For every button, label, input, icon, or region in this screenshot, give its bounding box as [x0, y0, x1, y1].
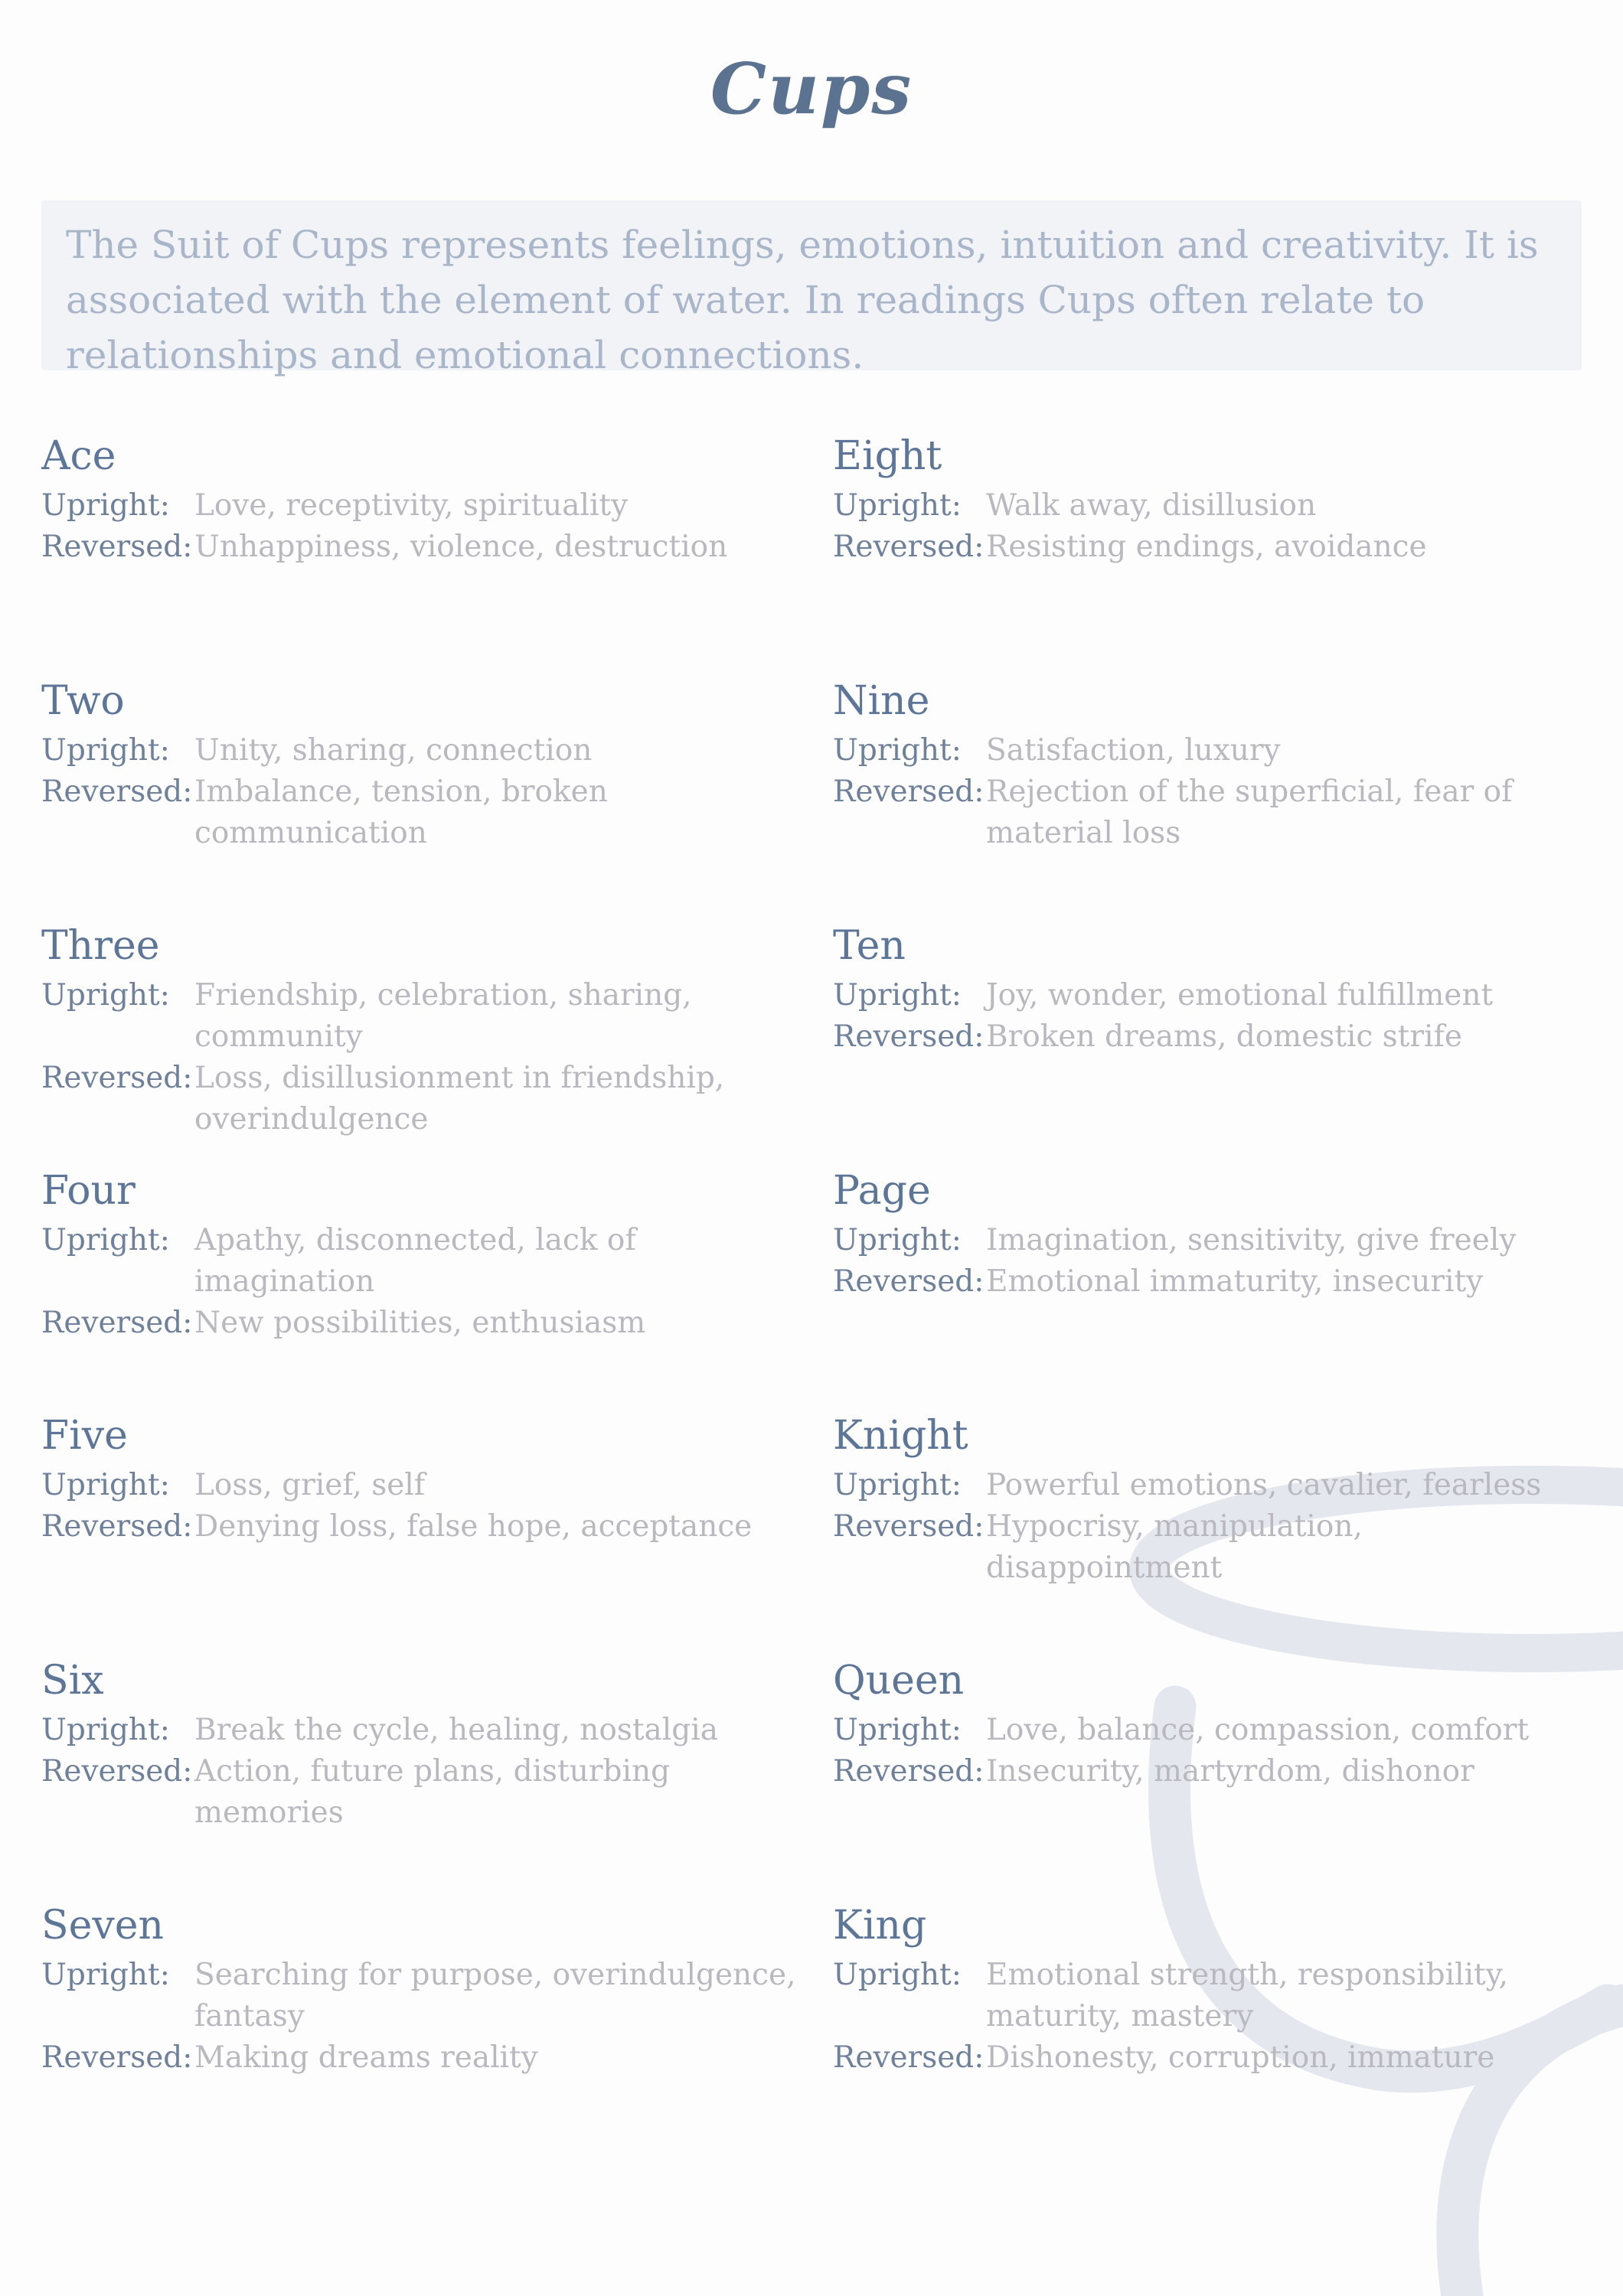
upright-meaning — [41, 485, 833, 527]
upright-value: Friendship, celebration, sharing, community — [194, 978, 692, 1054]
card-name: Ace — [41, 433, 116, 479]
card-entry — [41, 921, 833, 1166]
reversed-value: Broken dreams, domestic strife — [986, 1019, 1462, 1054]
reversed-value: Loss, disillusionment in friendship, overindulgence — [194, 1061, 725, 1137]
reversed-meaning — [41, 2037, 833, 2079]
reversed-meaning — [833, 1261, 1623, 1303]
upright-meaning — [41, 1465, 833, 1506]
upright-meaning — [41, 730, 833, 771]
upright-label: Upright: — [833, 1468, 962, 1502]
reversed-meaning — [833, 527, 1623, 568]
reversed-value: Dishonesty, corruption, immature — [986, 2040, 1495, 2075]
card-name: Eight — [833, 433, 942, 479]
card-name: Page — [833, 1168, 931, 1214]
reversed-label: Reversed: — [833, 1019, 985, 1054]
upright-value: Love, balance, compassion, comfort — [986, 1713, 1530, 1747]
card-name: Nine — [833, 678, 930, 724]
reversed-value: Unhappiness, violence, destruction — [194, 530, 728, 564]
upright-value: Unity, sharing, connection — [194, 733, 593, 768]
card-name: Three — [41, 923, 160, 969]
upright-value: Joy, wonder, emotional fulfillment — [986, 978, 1494, 1013]
upright-label: Upright: — [41, 488, 170, 523]
upright-value: Walk away, disillusion — [986, 488, 1317, 523]
upright-value: Apathy, disconnected, lack of imagination — [194, 1223, 636, 1299]
reversed-meaning — [833, 1506, 1623, 1589]
reversed-label: Reversed: — [41, 530, 193, 564]
card-entry — [833, 1656, 1623, 1901]
card-entry — [833, 432, 1623, 677]
reversed-value: Rejection of the superficial, fear of material loss — [986, 775, 1513, 850]
card-name: Queen — [833, 1658, 965, 1704]
upright-meaning — [833, 485, 1623, 527]
reversed-label: Reversed: — [41, 1306, 193, 1340]
card-entry — [41, 1656, 833, 1901]
upright-value: Satisfaction, luxury — [986, 733, 1281, 768]
reversed-meaning — [833, 1016, 1623, 1058]
upright-meaning — [833, 1710, 1623, 1751]
reversed-label: Reversed: — [833, 530, 985, 564]
reversed-label: Reversed: — [41, 1754, 193, 1789]
upright-label: Upright: — [833, 1223, 962, 1257]
reversed-value: Emotional immaturity, insecurity — [986, 1264, 1484, 1299]
upright-meaning — [833, 730, 1623, 771]
upright-label: Upright: — [833, 1713, 962, 1747]
reversed-label: Reversed: — [41, 775, 193, 809]
reversed-value: Imbalance, tension, broken communication — [194, 775, 608, 850]
upright-meaning — [833, 1955, 1623, 2037]
card-entry — [41, 677, 833, 921]
reversed-label: Reversed: — [41, 1509, 193, 1544]
reversed-label: Reversed: — [833, 2040, 985, 2075]
card-name: Two — [41, 678, 125, 724]
reversed-meaning — [41, 1303, 833, 1344]
card-entry — [833, 1411, 1623, 1656]
reversed-meaning — [41, 1751, 833, 1834]
reversed-value: Resisting endings, avoidance — [986, 530, 1427, 564]
upright-meaning — [41, 1955, 833, 2037]
upright-label: Upright: — [41, 1468, 170, 1502]
upright-value: Break the cycle, healing, nostalgia — [194, 1713, 718, 1747]
card-name: Six — [41, 1658, 104, 1704]
card-entry — [41, 1411, 833, 1656]
reversed-value: New possibilities, enthusiasm — [194, 1306, 646, 1340]
upright-label: Upright: — [833, 733, 962, 768]
reversed-meaning — [41, 771, 833, 854]
card-entry — [833, 1901, 1623, 2146]
upright-label: Upright: — [833, 1958, 962, 1992]
upright-label: Upright: — [41, 978, 170, 1013]
upright-label: Upright: — [41, 1958, 170, 1992]
page-title: Cups — [710, 47, 913, 130]
reversed-label: Reversed: — [833, 1509, 985, 1544]
upright-meaning — [833, 975, 1623, 1016]
card-name: Knight — [833, 1413, 968, 1459]
reversed-label: Reversed: — [833, 775, 985, 809]
reversed-label: Reversed: — [41, 1061, 193, 1095]
card-name: Four — [41, 1168, 136, 1214]
upright-value: Emotional strength, responsibility, maturity, mastery — [986, 1958, 1508, 2033]
reversed-meaning — [833, 2037, 1623, 2079]
upright-value: Searching for purpose, overindulgence, fantasy — [194, 1958, 796, 2033]
card-entry — [833, 677, 1623, 921]
reversed-meaning — [41, 1506, 833, 1548]
reversed-value: Making dreams reality — [194, 2040, 538, 2075]
reversed-value: Action, future plans, disturbing memories — [194, 1754, 671, 1830]
upright-label: Upright: — [41, 1713, 170, 1747]
intro-text: The Suit of Cups represents feelings, emotions, intuition and creativity. It is associated with the element of water. In readings Cups often relate to relationships and emotional connections. — [66, 223, 1539, 377]
card-name: Seven — [41, 1903, 165, 1949]
card-name: Ten — [833, 923, 906, 969]
reversed-meaning — [41, 1058, 833, 1140]
upright-meaning — [41, 1710, 833, 1751]
card-entry — [833, 1166, 1623, 1411]
upright-label: Upright: — [833, 488, 962, 523]
upright-meaning — [833, 1465, 1623, 1506]
reversed-meaning — [41, 527, 833, 568]
upright-value: Love, receptivity, spirituality — [194, 488, 629, 523]
reversed-meaning — [833, 1751, 1623, 1792]
upright-value: Loss, grief, self — [194, 1468, 426, 1502]
upright-label: Upright: — [41, 1223, 170, 1257]
card-entry — [41, 1901, 833, 2146]
card-entry — [41, 1166, 833, 1411]
upright-label: Upright: — [833, 978, 962, 1013]
reversed-label: Reversed: — [833, 1754, 985, 1789]
upright-meaning — [41, 975, 833, 1058]
reversed-value: Hypocrisy, manipulation, disappointment — [986, 1509, 1363, 1585]
upright-value: Powerful emotions, cavalier, fearless — [986, 1468, 1542, 1502]
reversed-label: Reversed: — [41, 2040, 193, 2075]
intro-panel — [41, 201, 1582, 377]
card-grid — [41, 432, 1582, 2146]
card-name: Five — [41, 1413, 128, 1459]
reversed-label: Reversed: — [833, 1264, 985, 1299]
card-entry — [833, 921, 1623, 1166]
reversed-value: Denying loss, false hope, acceptance — [194, 1509, 753, 1544]
reversed-value: Insecurity, martyrdom, dishonor — [986, 1754, 1474, 1789]
upright-label: Upright: — [41, 733, 170, 768]
upright-meaning — [41, 1220, 833, 1303]
card-name: King — [833, 1903, 927, 1949]
upright-value: Imagination, sensitivity, give freely — [986, 1223, 1517, 1257]
card-entry — [41, 432, 833, 677]
upright-meaning — [833, 1220, 1623, 1261]
reversed-meaning — [833, 771, 1623, 854]
